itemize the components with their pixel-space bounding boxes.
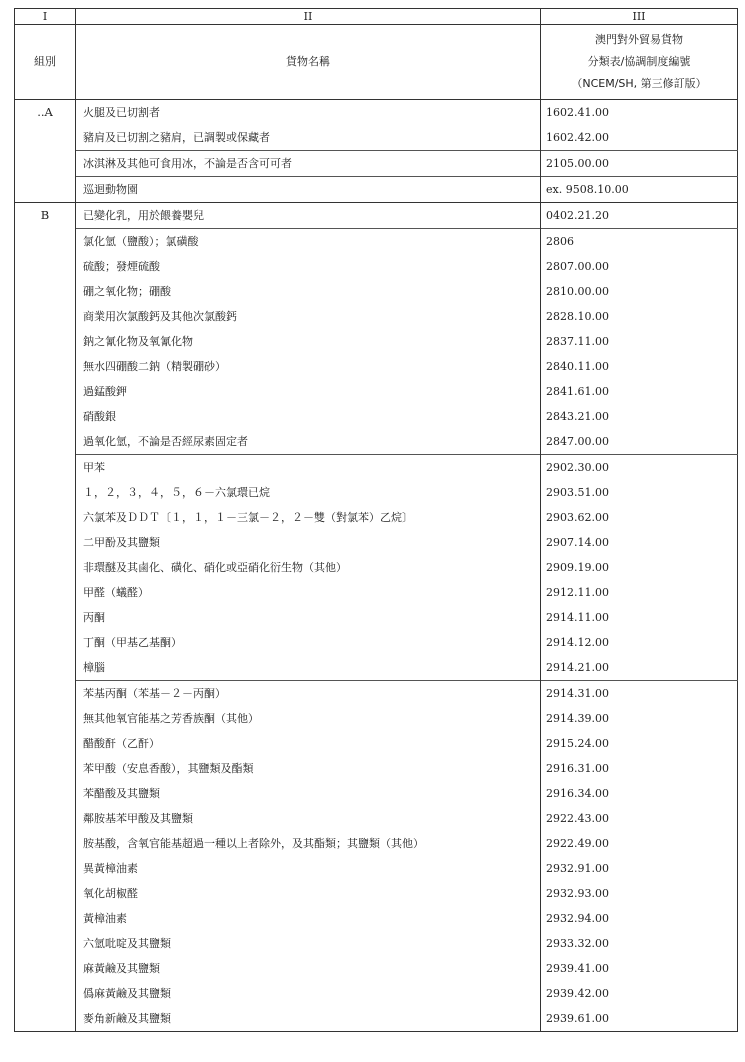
table-row <box>15 100 738 126</box>
goods-name: 巡迴動物園 <box>76 177 541 203</box>
goods-code: 2847.00.00 <box>546 434 609 448</box>
group-label: B <box>15 203 76 1032</box>
table-row <box>15 555 738 580</box>
goods-code: 2909.19.00 <box>546 560 609 574</box>
goods-name: 黃樟油素 <box>76 906 541 931</box>
table-row <box>15 505 738 530</box>
table-row <box>15 329 738 354</box>
table-row <box>15 480 738 505</box>
goods-name: 硫酸；發煙硫酸 <box>76 254 541 279</box>
table-row <box>15 881 738 906</box>
goods-name: 無其他氧官能基之芳香族酮（其他） <box>76 706 541 731</box>
goods-name: 鄰胺基苯甲酸及其鹽類 <box>76 806 541 831</box>
goods-name: 冰淇淋及其他可食用冰，不論是否含可可者 <box>76 151 541 177</box>
goods-name: 麥角新鹼及其鹽類 <box>76 1006 541 1032</box>
goods-name: 丙酮 <box>76 605 541 630</box>
goods-table <box>14 8 738 1032</box>
goods-code: 2828.10.00 <box>546 309 609 323</box>
code-header <box>541 25 738 100</box>
table-row <box>15 856 738 881</box>
goods-code: 2810.00.00 <box>546 284 609 298</box>
goods-code: 2922.43.00 <box>546 811 609 825</box>
table-row <box>15 655 738 681</box>
goods-code: 2939.61.00 <box>546 1011 609 1025</box>
roman-col-1: I <box>15 9 76 25</box>
goods-code: 1602.42.00 <box>546 130 609 144</box>
goods-name: 火腿及已切割者 <box>76 100 541 126</box>
table-row <box>15 203 738 229</box>
goods-name: 過氧化氫，不論是否經尿素固定者 <box>76 429 541 455</box>
goods-name: 甲醛（蟻醛） <box>76 580 541 605</box>
table-row <box>15 906 738 931</box>
code-header-line: 分類表/協調制度編號 <box>587 55 691 68</box>
goods-name: 二甲酚及其鹽類 <box>76 530 541 555</box>
goods-name: 麻黃鹼及其鹽類 <box>76 956 541 981</box>
goods-code: 2843.21.00 <box>546 409 609 423</box>
table-row <box>15 605 738 630</box>
goods-name: 甲苯 <box>76 455 541 481</box>
goods-code: 2939.41.00 <box>546 961 609 975</box>
table-row <box>15 254 738 279</box>
goods-code: 2914.12.00 <box>546 635 609 649</box>
goods-name: 樟腦 <box>76 655 541 681</box>
goods-name: 苯醋酸及其鹽類 <box>76 781 541 806</box>
goods-name: 氯化氫（鹽酸）；氯磺酸 <box>76 229 541 255</box>
table-row <box>15 580 738 605</box>
goods-code: 2914.21.00 <box>546 660 609 674</box>
goods-code: 2933.32.00 <box>546 936 609 950</box>
table-row <box>15 379 738 404</box>
table-row <box>15 151 738 177</box>
goods-code: 2912.11.00 <box>546 585 609 599</box>
goods-code: 2914.39.00 <box>546 711 609 725</box>
goods-name: 苯基丙酮（苯基－２－丙酮） <box>76 681 541 707</box>
roman-col-2: II <box>76 9 541 25</box>
goods-name: 已變化乳，用於餵養嬰兒 <box>76 203 541 229</box>
table-row <box>15 404 738 429</box>
goods-code: 2837.11.00 <box>546 334 609 348</box>
table-row <box>15 279 738 304</box>
table-row <box>15 706 738 731</box>
goods-code: 2903.51.00 <box>546 485 609 499</box>
goods-code: 1602.41.00 <box>541 100 738 126</box>
table-row <box>15 354 738 379</box>
goods-code: 2806 <box>541 229 738 255</box>
table-row <box>15 530 738 555</box>
table-row <box>15 956 738 981</box>
goods-code: ex. 9508.10.00 <box>541 177 738 203</box>
goods-code: 2922.49.00 <box>546 836 609 850</box>
goods-code: 2914.11.00 <box>546 610 609 624</box>
group-header: 組別 <box>15 25 76 100</box>
roman-header-row <box>15 9 738 25</box>
code-header-line: （NCEM/SH, 第三修訂版） <box>571 77 707 90</box>
goods-name: 鈉之氰化物及氧氰化物 <box>76 329 541 354</box>
table-row <box>15 756 738 781</box>
goods-code: 2916.31.00 <box>546 761 609 775</box>
goods-code: 2932.94.00 <box>546 911 609 925</box>
table-row <box>15 681 738 707</box>
goods-name: 非環醚及其鹵化、磺化、硝化或亞硝化衍生物（其他） <box>76 555 541 580</box>
goods-code: 2807.00.00 <box>546 259 609 273</box>
goods-code: 2907.14.00 <box>546 535 609 549</box>
goods-code: 2932.91.00 <box>546 861 609 875</box>
goods-name: 六氯苯及ＤＤＴ〔１，１，１－三氯－２，２－雙（對氯苯）乙烷〕 <box>76 505 541 530</box>
goods-name: 丁酮（甲基乙基酮） <box>76 630 541 655</box>
name-header: 貨物名稱 <box>76 25 541 100</box>
goods-name: 苯甲酸（安息香酸），其鹽類及酯類 <box>76 756 541 781</box>
goods-name: 硝酸銀 <box>76 404 541 429</box>
goods-name: 胺基酸，含氧官能基超過一種以上者除外，及其酯類；其鹽類（其他） <box>76 831 541 856</box>
table-row <box>15 177 738 203</box>
goods-code: 2902.30.00 <box>541 455 738 481</box>
roman-col-3: III <box>541 9 738 25</box>
table-row <box>15 455 738 481</box>
goods-name: 硼之氧化物；硼酸 <box>76 279 541 304</box>
goods-code: 2939.42.00 <box>546 986 609 1000</box>
goods-code: 2840.11.00 <box>546 359 609 373</box>
table-row <box>15 806 738 831</box>
table-row <box>15 229 738 255</box>
table-row <box>15 831 738 856</box>
goods-code: 0402.21.20 <box>541 203 738 229</box>
goods-name: 無水四硼酸二鈉（精製硼砂） <box>76 354 541 379</box>
group-label: ..A <box>15 100 76 203</box>
goods-code: 2903.62.00 <box>546 510 609 524</box>
table-row <box>15 981 738 1006</box>
table-row <box>15 125 738 151</box>
goods-code: 2841.61.00 <box>546 384 609 398</box>
goods-name: 氧化胡椒醛 <box>76 881 541 906</box>
goods-name: 異黃樟油素 <box>76 856 541 881</box>
table-row <box>15 781 738 806</box>
goods-code: 2916.34.00 <box>546 786 609 800</box>
goods-name: 過錳酸鉀 <box>76 379 541 404</box>
goods-name: 六氫吡啶及其鹽類 <box>76 931 541 956</box>
column-header-row <box>15 25 738 100</box>
table-row <box>15 731 738 756</box>
goods-name: １，２，３，４，５，６－六氯環已烷 <box>76 480 541 505</box>
goods-name: 商業用次氯酸鈣及其他次氯酸鈣 <box>76 304 541 329</box>
table-body <box>15 100 738 1032</box>
code-header-line: 澳門對外貿易貨物 <box>595 33 683 46</box>
table-row <box>15 1006 738 1032</box>
goods-code: 2932.93.00 <box>546 886 609 900</box>
table-row <box>15 630 738 655</box>
goods-code: 2914.31.00 <box>541 681 738 707</box>
table-row <box>15 429 738 455</box>
goods-name: 醋酸酐（乙酐） <box>76 731 541 756</box>
goods-code: 2915.24.00 <box>546 736 609 750</box>
table-row <box>15 931 738 956</box>
goods-name: 豬肩及已切割之豬肩，已調製或保藏者 <box>76 125 541 151</box>
goods-name: 僞麻黃鹼及其鹽類 <box>76 981 541 1006</box>
goods-code: 2105.00.00 <box>541 151 738 177</box>
table-row <box>15 304 738 329</box>
document-page <box>14 8 737 1032</box>
